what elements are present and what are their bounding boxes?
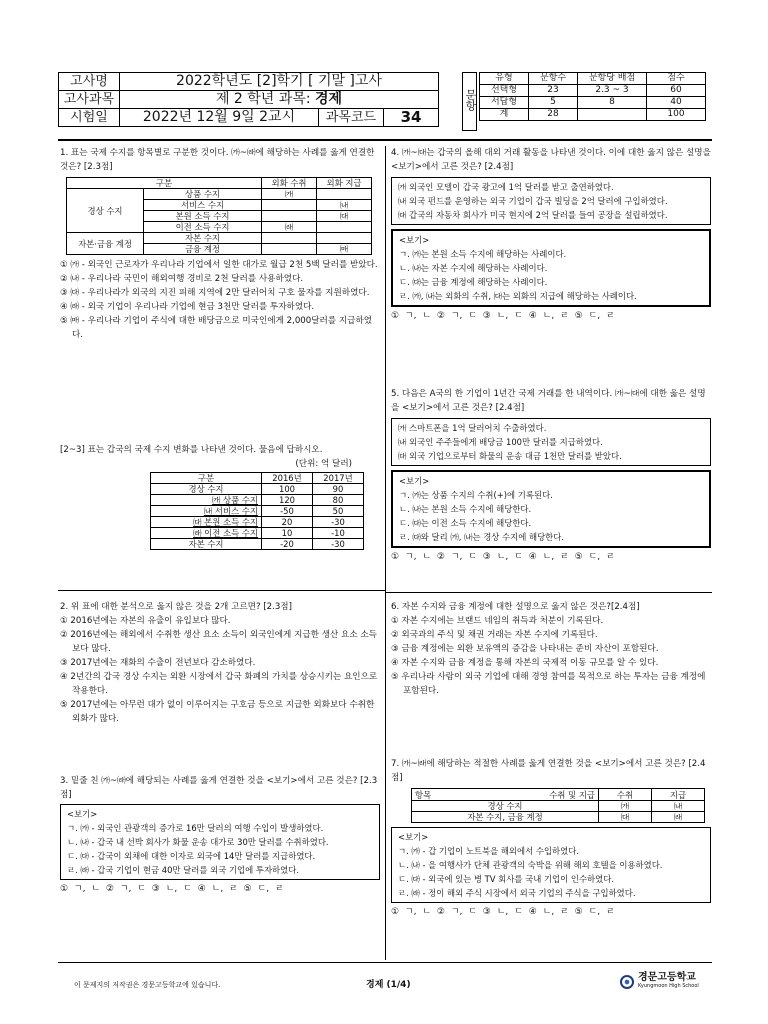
q7-item-1: ㄱ. ㈎ - 갑 기업이 노트북을 해외에서 수입하였다.	[398, 846, 579, 856]
q2-stem: 2. 위 표에 대한 분석으로 옳지 않은 것을 2개 고르면? [2.3점]	[60, 602, 292, 612]
q7-item-3: ㄷ. ㈐ - 외국에 있는 병 TV 회사를 국내 기업이 인수하였다.	[398, 874, 614, 884]
q2-choice-2[interactable]: ② 2016년에는 해외에서 수취한 생산 요소 소득이 외국인에게 지급한 생산 요소 소득보다 많다.	[60, 630, 377, 654]
q6-choice-4[interactable]: ④ 자본 수지와 금융 계정을 통해 자본의 국제적 이동 규모를 알 수 있다.	[391, 658, 659, 668]
q5-cases-box	[391, 418, 711, 466]
q1-choice-1[interactable]: ① ㈎ - 외국인 근로자가 우리나라 기업에서 일한 대가로 월급 2천 5백 달러를 받았다.	[60, 260, 378, 270]
q2-choice-5[interactable]: ⑤ 2017년에는 아무런 대가 없이 이루어지는 구호금 등으로 지급한 외화보다 수취한 외화가 많다.	[60, 700, 375, 724]
question-2-3-intro	[60, 443, 380, 550]
exam-header	[58, 72, 439, 127]
q1-table: 구분 외화 수취 외화 지급 경상 수지 상품 수지 ㈎ 서비스 수지 ㈏ 본원 소득 수지 ㈐ 이전 소득 수지 ㈑ 자본·금융 계정 자본 수지 금융 계정 ㈒	[66, 177, 372, 255]
date-label: 시험일	[59, 109, 120, 127]
right-divider-1	[385, 592, 712, 593]
q3-item-1: ㄱ. ㈎ - 외국인 관광객의 증가로 16만 달러의 여행 수입이 발생하였다.	[67, 823, 324, 833]
q5-bogi-title: <보기>	[399, 476, 430, 486]
q4-item-2: ㄴ. ㈏는 자본 수지에 해당하는 사례이다.	[399, 263, 548, 273]
q1-choice-5[interactable]: ⑤ ㈒ - 우리나라 기업이 주식에 대한 배당금으로 미국인에게 2,000달러를 지급하였다.	[60, 316, 373, 340]
subject-name: 경제	[315, 91, 343, 107]
q7-answers[interactable]: ① ㄱ, ㄴ ② ㄱ, ㄷ ③ ㄴ, ㄷ ④ ㄴ, ㄹ ⑤ ㄷ, ㄹ	[391, 907, 615, 917]
q6-choice-5[interactable]: ⑤ 우리나라 사람이 외국 기업에 대해 경영 참여를 목적으로 하는 투자는 금융 계정에 포함된다.	[391, 672, 706, 696]
q4-case-3: ㈐ 갑국의 자동차 회사가 미국 현지에 2억 달러를 들여 공장을 설립하였다.	[398, 210, 668, 220]
question-1	[60, 146, 380, 342]
q7-item-4: ㄹ. ㈑ - 정이 해외 주식 시장에서 외국 기업의 주식을 구입하였다.	[398, 888, 636, 898]
q1-choice-3[interactable]: ③ ㈐ - 우리나라가 외국의 지진 피해 지역에 2만 달러어치 구호 물자를 지원하였다.	[60, 288, 370, 298]
q7-bogi-title: <보기>	[398, 832, 429, 842]
q5-item-2: ㄴ. ㈏는 본원 소득 수지에 해당한다.	[399, 504, 532, 514]
footer-page: 경제 (1/4)	[366, 980, 411, 990]
column-divider	[385, 146, 386, 960]
q7-stem: 7. ㈎~㈑에 해당하는 적절한 사례를 옳게 연결한 것을 <보기>에서 고른 것은? [2.4점]	[391, 759, 706, 783]
q7-diag-header: 항목 수취 및 지급	[412, 789, 599, 801]
q4-bogi-box	[391, 229, 711, 307]
school-emblem-icon	[620, 975, 634, 989]
q23-intro: [2~3] 표는 갑국의 국제 수지 변화를 나타낸 것이다. 물음에 답하시오.	[60, 445, 323, 455]
q5-item-3: ㄷ. ㈐는 이전 소득 수지에 해당한다.	[399, 518, 532, 528]
q7-bogi-box	[391, 827, 711, 903]
q4-answers[interactable]: ① ㄱ, ㄴ ② ㄱ, ㄷ ③ ㄴ, ㄷ ④ ㄴ, ㄹ ⑤ ㄷ, ㄹ	[391, 311, 615, 321]
school-name: 경문고등학교	[638, 972, 696, 983]
q5-case-3: ㈐ 외국 기업으로부터 화물의 운송 대금 1천만 달러를 받았다.	[398, 451, 622, 461]
q3-item-3: ㄷ. ㈐ - 갑국이 외채에 대한 이자로 외국에 14만 달러를 지급하였다.	[67, 851, 316, 861]
exam-name-label: 고사명	[59, 73, 120, 91]
q3-bogi-box	[60, 804, 380, 880]
q2-choice-4[interactable]: ④ 2년간의 갑국 경상 수지는 외환 시장에서 갑국 화폐의 가치를 상승시키는 요인으로 작용한다.	[60, 672, 378, 696]
q7-item-2: ㄴ. ㈏ - 을 여행사가 단체 관광객의 숙박을 위해 해외 호텔을 이용하였다.	[398, 860, 663, 870]
q7-table: 항목 수취 및 지급 수취 지급 경상 수지 ㈎ ㈏ 자본 수지, 금융 계정 ㈐ ㈑	[411, 788, 705, 823]
q5-case-2: ㈏ 외국인 주주들에게 배당금 100만 달러를 지급하였다.	[398, 437, 603, 447]
q23-unit: (단위: 억 달러)	[295, 459, 352, 469]
q5-item-4: ㄹ. ㈐와 달리 ㈎, ㈏는 경상 수지에 해당한다.	[399, 532, 565, 542]
q2-choice-3[interactable]: ③ 2017년에는 재화의 수출이 전년보다 감소하였다.	[60, 658, 256, 668]
question-6	[391, 600, 711, 698]
q3-item-2: ㄴ. ㈏ - 갑국 내 선박 회사가 화물 운송 대가로 30만 달러를 수취하였다.	[67, 837, 329, 847]
q5-case-1: ㈎ 스마트폰을 1억 달러어치 수출하였다.	[398, 423, 547, 433]
q2-choice-1[interactable]: ① 2016년에는 자본의 유출이 유입보다 많다.	[60, 616, 231, 626]
left-divider-1	[58, 590, 385, 591]
school-logo	[620, 974, 699, 990]
q6-stem: 6. 자본 수지와 금융 계정에 대한 설명으로 옳지 않은 것은?[2.4점]	[391, 602, 640, 612]
q4-item-4: ㄹ. ㈎, ㈏는 외화의 수취, ㈐는 외화의 지급에 해당하는 사례이다.	[399, 291, 637, 301]
q1-choice-2[interactable]: ② ㈏ - 우리나라 국민이 해외여행 경비로 2천 달러를 사용하였다.	[60, 274, 304, 284]
question-2	[60, 600, 380, 726]
q4-item-1: ㄱ. ㈎는 본원 소득 수지에 해당하는 사례이다.	[399, 249, 567, 259]
question-5	[391, 387, 711, 564]
q4-case-1: ㈎ 외국인 모델이 갑국 광고에 1억 달러를 받고 출연하였다.	[398, 182, 614, 192]
q3-item-4: ㄹ. ㈑ - 갑국 기업이 현금 40만 달러를 외국 기업에 투자하였다.	[67, 865, 299, 875]
q1-choice-4[interactable]: ④ ㈑ - 외국 기업이 우리나라 기업에 현금 3천만 달러를 투자하였다.	[60, 302, 315, 312]
mun-label: 문항	[462, 72, 477, 131]
footer-copyright: 이 문제지의 저작권은 경문고등학교에 있습니다.	[74, 981, 221, 989]
exam-date: 2022년 12월 9일 2교시	[120, 109, 319, 127]
q3-answers[interactable]: ① ㄱ, ㄴ ② ㄱ, ㄷ ③ ㄴ, ㄷ ④ ㄴ, ㄹ ⑤ ㄷ, ㄹ	[60, 884, 284, 894]
code-label: 과목코드	[319, 109, 384, 127]
grade-text: 제 2 학년 과목:	[215, 91, 311, 107]
q1-stem: 1. 표는 국제 수지를 항목별로 구분한 것이다. ㈎~㈑에 해당하는 사례를 옳게 연결한 것은? [2.3점]	[60, 148, 375, 172]
header-divider	[58, 139, 712, 141]
q5-stem: 5. 다음은 A국의 한 기업이 1년간 국제 거래를 한 내역이다. ㈎~㈐에 대한 옳은 설명을 <보기>에서 고른 것은? [2.4점]	[391, 389, 706, 413]
score-table: 유형 문항수 문항당 배점 점수 선택형 23 2.3 ~ 3 60 서답형 5 8 40 계 28 100	[479, 72, 706, 121]
q6-choice-3[interactable]: ③ 금융 계정에는 외환 보유액의 증감을 나타내는 준비 자산이 포함된다.	[391, 644, 659, 654]
q5-bogi-box	[391, 470, 711, 548]
subject-label: 고사과목	[59, 91, 120, 109]
q6-choice-1[interactable]: ① 자본 수지에는 브랜드 네임의 취득과 처분이 기록된다.	[391, 616, 604, 626]
q5-item-1: ㄱ. ㈎는 상품 수지의 수취(+)에 기록된다.	[399, 490, 553, 500]
question-7	[391, 757, 711, 919]
school-name-en: Kyungmoon High School	[638, 983, 699, 989]
q3-stem: 3. 밑줄 친 ㈎~㈑에 해당되는 사례를 옳게 연결한 것을 <보기>에서 고른 것은? [2.3점]	[60, 776, 378, 800]
q4-item-3: ㄷ. ㈐는 금융 계정에 해당하는 사례이다.	[399, 277, 548, 287]
subject-line	[120, 91, 439, 109]
question-3	[60, 774, 380, 896]
q6-choice-2[interactable]: ② 외국과의 주식 및 채권 거래는 자본 수지에 기록된다.	[391, 630, 598, 640]
q3-bogi-title: <보기>	[67, 809, 98, 819]
question-4	[391, 146, 711, 323]
q4-cases-box	[391, 177, 711, 225]
exam-name: 2022학년도 [2]학기 [ 기말 ]고사	[120, 73, 439, 91]
q4-bogi-title: <보기>	[399, 235, 430, 245]
q4-stem: 4. ㈎~㈐는 갑국의 올해 대외 거래 활동을 나타낸 것이다. 이에 대한 옳지 않은 설명을 <보기>에서 고른 것은? [2.4점]	[391, 148, 711, 172]
q23-table: 구분 2016년 2017년 경상 수지 100 90 ㈎ 상품 수지 120 80 ㈏ 서비스 수지 -50 50 ㈐ 본원 소득 수지 20 -30 ㈑ 이전 소득 수지 10 -10 자본 수지 -20 -30	[150, 472, 364, 550]
q4-case-2: ㈏ 외국 펀드를 운영하는 외국 기업이 갑국 빌딩을 2억 달러에 구입하였다.	[398, 196, 668, 206]
footer-divider	[58, 962, 712, 963]
q5-answers[interactable]: ① ㄱ, ㄴ ② ㄱ, ㄷ ③ ㄴ, ㄷ ④ ㄴ, ㄹ ⑤ ㄷ, ㄹ	[391, 552, 615, 562]
subject-code: 34	[384, 109, 439, 127]
